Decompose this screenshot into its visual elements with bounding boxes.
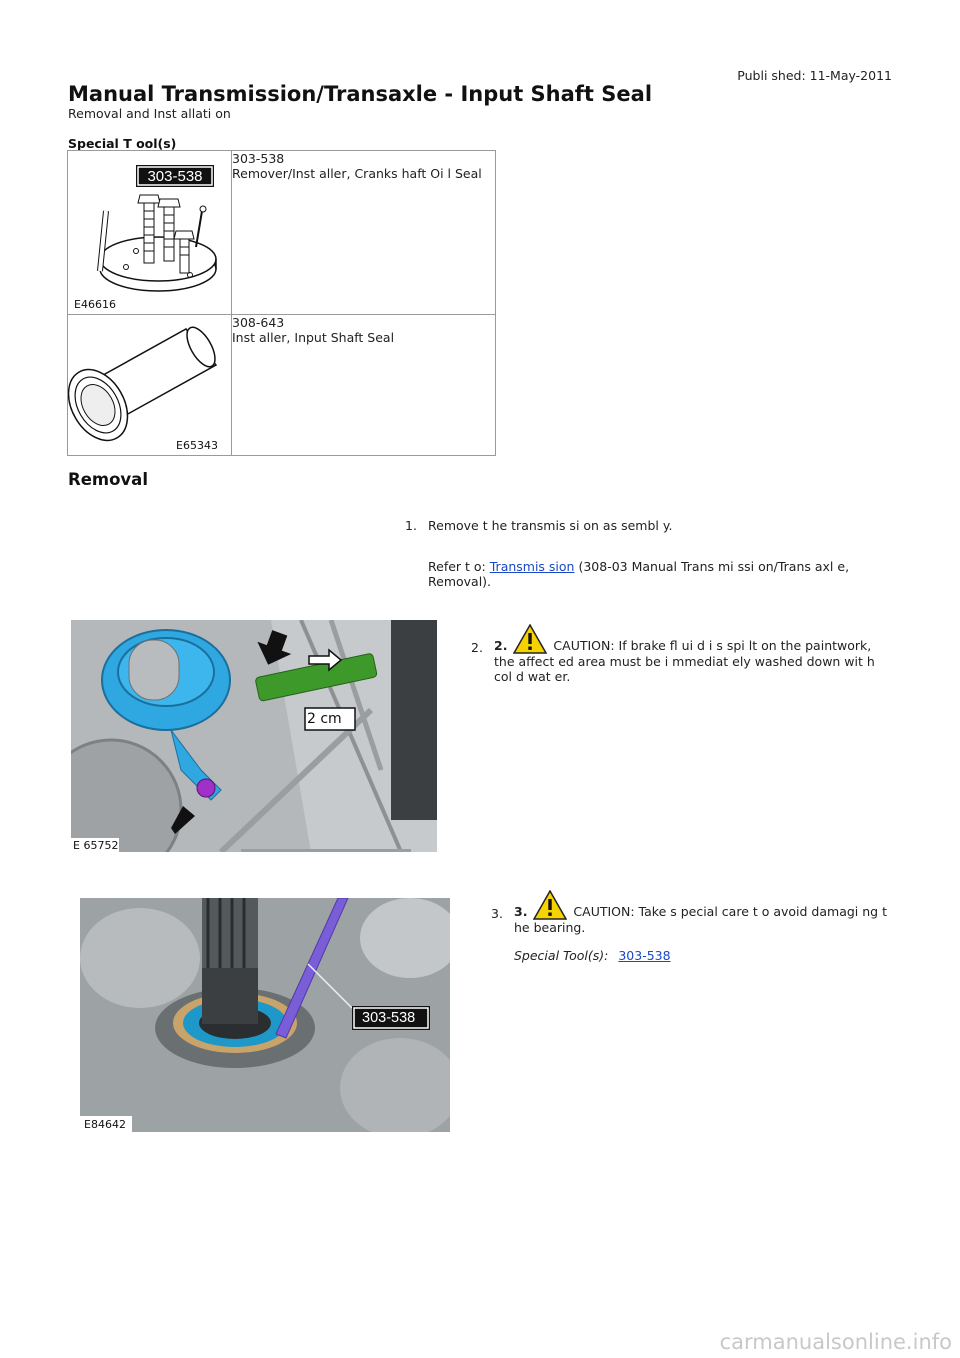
tool-303-538-image bbox=[68, 151, 231, 314]
step-2-number: 2. bbox=[471, 640, 483, 655]
tool-description-cell bbox=[232, 151, 496, 315]
tool-308-643-image bbox=[68, 315, 231, 455]
step-3-special-tools bbox=[514, 948, 671, 963]
caution-text: CAUTION: Take s pecial care t o avoid damagi ng t he bearing. bbox=[514, 904, 887, 935]
reference-suffix: (308-03 Manual Trans mi ssi on/Trans axl e, Removal). bbox=[428, 559, 850, 589]
tool-303-538-link[interactable]: 303-538 bbox=[618, 948, 671, 963]
step-1-reference bbox=[428, 559, 878, 589]
warning-icon bbox=[513, 624, 547, 654]
dimension-label: 2 cm bbox=[307, 711, 342, 727]
published-date: Publi shed: 11-May-2011 bbox=[737, 68, 892, 83]
svg-text:303-538: 303-538 bbox=[147, 168, 203, 185]
step-2-bold-number: 2. bbox=[494, 638, 508, 653]
tool-code: 308-643 bbox=[232, 315, 285, 330]
tool-image-caption: E46616 bbox=[74, 298, 116, 311]
special-tools-heading: Special T ool(s) bbox=[68, 136, 177, 151]
tool-label-overlay: 303-538 bbox=[362, 1010, 416, 1026]
reference-prefix: Refer t o: bbox=[428, 559, 486, 574]
watermark: carmanualsonline.info bbox=[719, 1330, 952, 1354]
table-row bbox=[68, 315, 496, 456]
warning-icon bbox=[533, 890, 567, 920]
photo-caption: E 65752 bbox=[73, 839, 119, 852]
step-1-number: 1. bbox=[405, 518, 417, 533]
step-3-photo bbox=[80, 898, 450, 1132]
removal-heading: Removal bbox=[68, 470, 148, 489]
special-tools-table bbox=[67, 150, 496, 456]
step-3-bold-number: 3. bbox=[514, 904, 528, 919]
page-subtitle: Removal and Inst allati on bbox=[68, 106, 231, 121]
tool-name: Remover/Inst aller, Cranks haft Oi l Seal bbox=[232, 166, 482, 181]
tool-code: 303-538 bbox=[232, 151, 285, 166]
photo-caption: E84642 bbox=[84, 1118, 126, 1131]
tool-description-cell bbox=[232, 315, 496, 456]
tool-image-caption: E65343 bbox=[176, 439, 218, 452]
tool-image-cell bbox=[68, 315, 232, 456]
special-tools-label: Special Tool(s): bbox=[514, 948, 609, 963]
table-row bbox=[68, 151, 496, 315]
step-2-caution bbox=[494, 624, 884, 684]
tool-name: Inst aller, Input Shaft Seal bbox=[232, 330, 395, 345]
step-3-number: 3. bbox=[491, 906, 503, 921]
transmission-link[interactable]: Transmis sion bbox=[489, 559, 575, 574]
step-3-caution bbox=[514, 890, 889, 935]
page-title: Manual Transmission/Transaxle - Input Shaft Seal bbox=[68, 82, 653, 106]
tool-image-cell bbox=[68, 151, 232, 315]
step-1-text: Remove t he transmis si on as sembl y. bbox=[428, 518, 673, 533]
step-2-photo bbox=[71, 620, 437, 852]
caution-text: CAUTION: If brake fl ui d i s spi lt on the paintwork, the affect ed area must be i mmediat ely washed down wit h col d wat er. bbox=[494, 638, 875, 684]
